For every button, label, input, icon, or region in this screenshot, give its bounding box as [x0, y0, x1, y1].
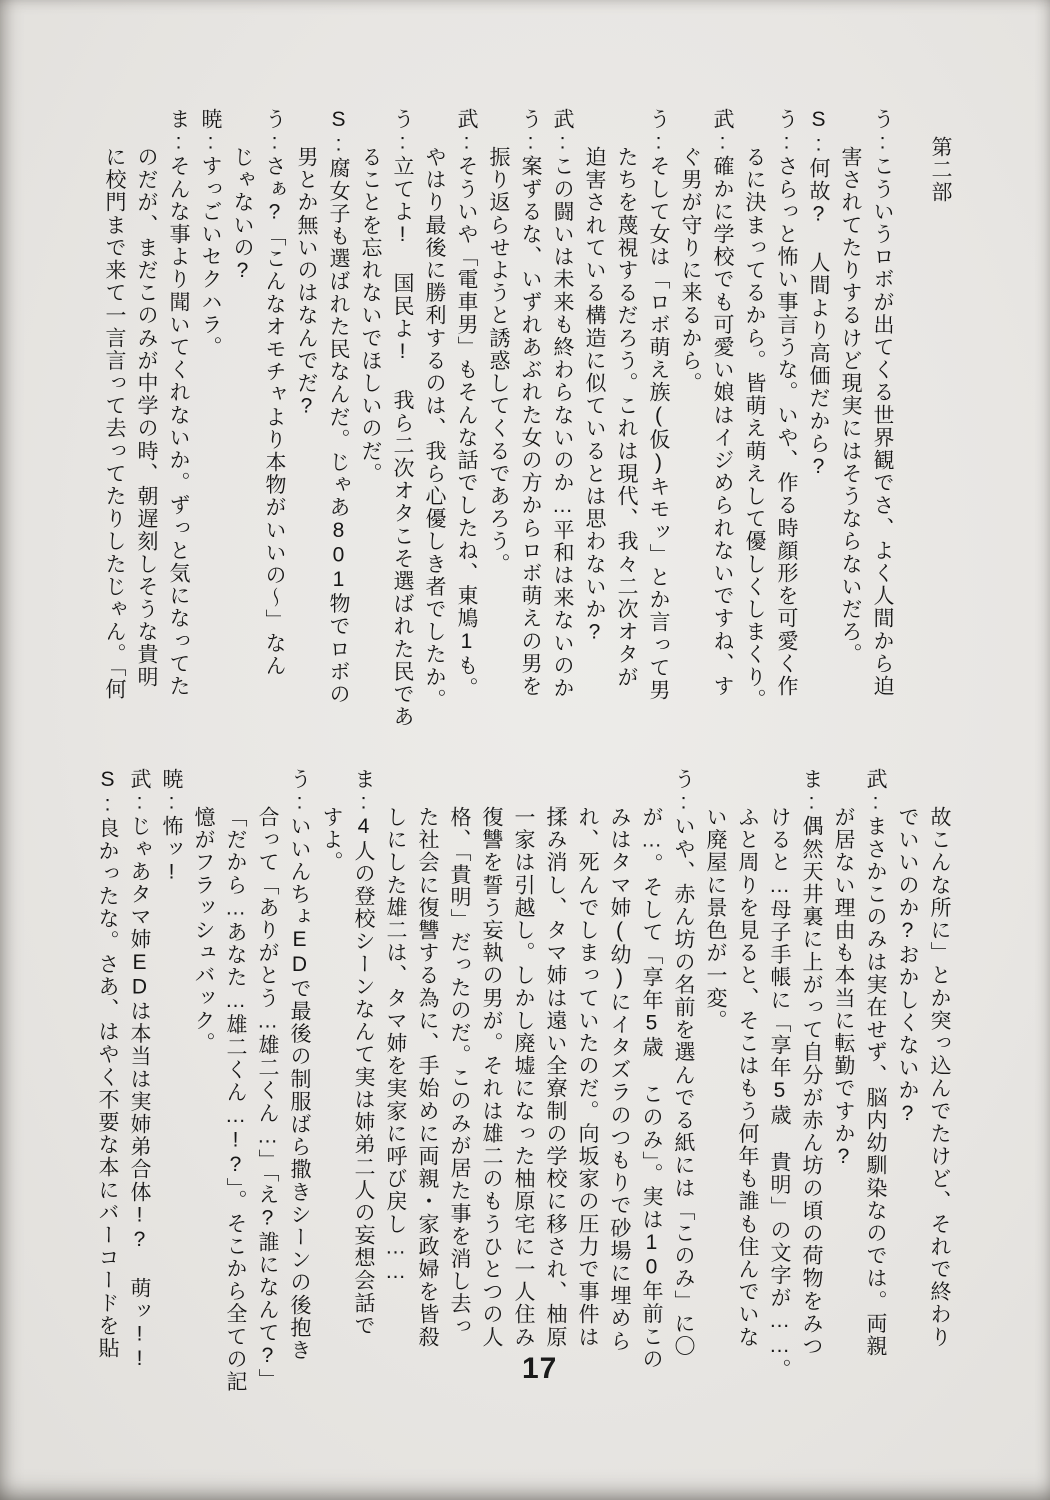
text-column: 揉み消し、タマ姉は遠い全寮制の学校に移され、柚原 — [544, 806, 567, 1349]
text-column: 復讐を誓う妄執の男が。それは雄二のもうひとつの人 — [480, 806, 503, 1349]
text-column: ま:4人の登校シーンなんて実は姉弟二人の妄想会話で — [352, 768, 375, 1337]
text-column: う:そして女は「ロボ萌え族(仮)キモッ」とか言って男 — [647, 108, 670, 702]
text-column: 振り返らせようと誘惑してくるであろう。 — [487, 146, 510, 576]
text-column: う:さらっと怖い事言うな。いや、作る時顔形を可愛く作 — [775, 108, 798, 698]
text-column: 憶がフラッシュバック。 — [192, 806, 215, 1055]
text-column: 男とか無いのはなんでだ? — [295, 146, 318, 420]
text-column: れ、死んでしまっていたのだ。向坂家の圧力で事件は — [576, 806, 599, 1349]
page-number: 17 — [522, 1352, 558, 1385]
text-column: ることを忘れないでほしいのだ。 — [359, 146, 382, 485]
text-column: たちを蔑視するだろう。これは現代、我々二次オタが — [615, 146, 638, 689]
text-column: う:案ずるな、いずれあぶれた女の方からロボ萌えの男を — [519, 108, 542, 698]
text-column: 迫害されている構造に似ているとは思わないか? — [583, 146, 606, 646]
text-column: が居ない理由も本当に転勤ですか? — [832, 806, 855, 1170]
text-column: い廃屋に景色が一変。 — [704, 806, 727, 1032]
text-column: 暁:怖ッ! — [160, 768, 183, 885]
text-column: 暁:すっごいセクハラ。 — [199, 108, 222, 359]
text-column: すよ。 — [320, 806, 343, 874]
section-heading: 第二部 — [929, 136, 952, 204]
text-column: 害されてたりするけど現実にはそうならないだろ。 — [839, 146, 862, 666]
text-column: やはり最後に勝利するのは、我ら心優しき者でしたか。 — [423, 146, 446, 711]
text-column: 合って「ありがとう…雄二くん…」「え?誰になんて?」 — [256, 806, 279, 1392]
text-column: う:立てよ! 国民よ! 我ら二次オタこそ選ばれた民であ — [391, 108, 414, 729]
text-column: が…。そして「享年5歳 このみ」。実は10年前この — [640, 806, 663, 1371]
text-column: 武:この闘いは未来も終わらないのか…平和は来ないのか — [551, 108, 574, 700]
text-column: に校門まで来て一言言って去ってたりしたじゃん。「何 — [103, 146, 126, 701]
text-column: ま:そんな事より聞いてくれないか。ずっと気になってた — [167, 108, 190, 698]
text-column: S:何故? 人間より高価だから? — [807, 108, 830, 480]
text-column: う:いいんちょEDで最後の制服ばら撒きシーンの後抱き — [288, 768, 311, 1362]
text-column: S:腐女子も選ばれた民なんだ。じゃあ801物でロボの — [327, 108, 350, 706]
text-column: みはタマ姉(幼)にイタズラのつもりで砂場に埋めら — [608, 806, 631, 1353]
top-text-block — [98, 108, 956, 728]
text-column: るに決まってるから。皆萌え萌えして優しくしまくり。 — [743, 146, 766, 711]
text-column: う:さぁ?「こんなオモチャより本物がいいの〜」なん — [263, 108, 286, 677]
text-column: 一家は引越し。しかし廃墟になった柚原宅に一人住み — [512, 806, 535, 1349]
text-column: 武:じゃあタマ姉EDは本当は実姉弟合体!? 萌ッ!! — [128, 768, 151, 1372]
text-column: しにした雄二は、タマ姉を実家に呼び戻し…… — [384, 806, 407, 1285]
text-column: 故こんな所に」とか突っ込んでたけど、それで終わり — [928, 806, 951, 1349]
text-column: た社会に復讐する為に、手始めに両親・家政婦を皆殺 — [416, 806, 439, 1349]
text-column: う:いや、赤ん坊の名前を選んでる紙には「このみ」に〇 — [672, 768, 695, 1358]
text-column: 武:確かに学校でも可愛い娘はイジめられないですね、す — [711, 108, 734, 698]
text-column: う:こういうロボが出てくる世界観でさ、よく人間から迫 — [871, 108, 894, 698]
text-column: ぐ男が守りに来るから。 — [679, 146, 702, 395]
text-column: 武:まさかこのみは実在せず、脳内幼馴染なのでは。両親 — [864, 768, 887, 1358]
bottom-text-block — [91, 768, 955, 1393]
text-column: ま:偶然天井裏に上がって自分が赤ん坊の頃の荷物をみつ — [800, 768, 823, 1358]
text-column: じゃないの? — [231, 146, 254, 284]
text-column: S:良かったな。さあ、はやく不要な本にバーコードを貼 — [96, 768, 119, 1360]
text-column: 「だから…あなた…雄二くん…!?」。そこから全ての記 — [224, 806, 247, 1394]
text-column: 格、「貴明」だったのだ。このみが居た事を消し去っ — [448, 806, 471, 1338]
text-column: でいいのか?おかしくないか? — [896, 806, 919, 1127]
text-column: ふと周りを見ると、そこはもう何年も誰も住んでいな — [736, 806, 759, 1349]
text-column: けると…母子手帳に「享年5歳 貴明」の文字が……。 — [768, 806, 791, 1381]
text-column: のだが、まだこのみが中学の時、朝遅刻しそうな貴明 — [135, 146, 158, 689]
text-column: 武:そういや「電車男」もそんな話でしたね、東鳩1も。 — [455, 108, 478, 700]
